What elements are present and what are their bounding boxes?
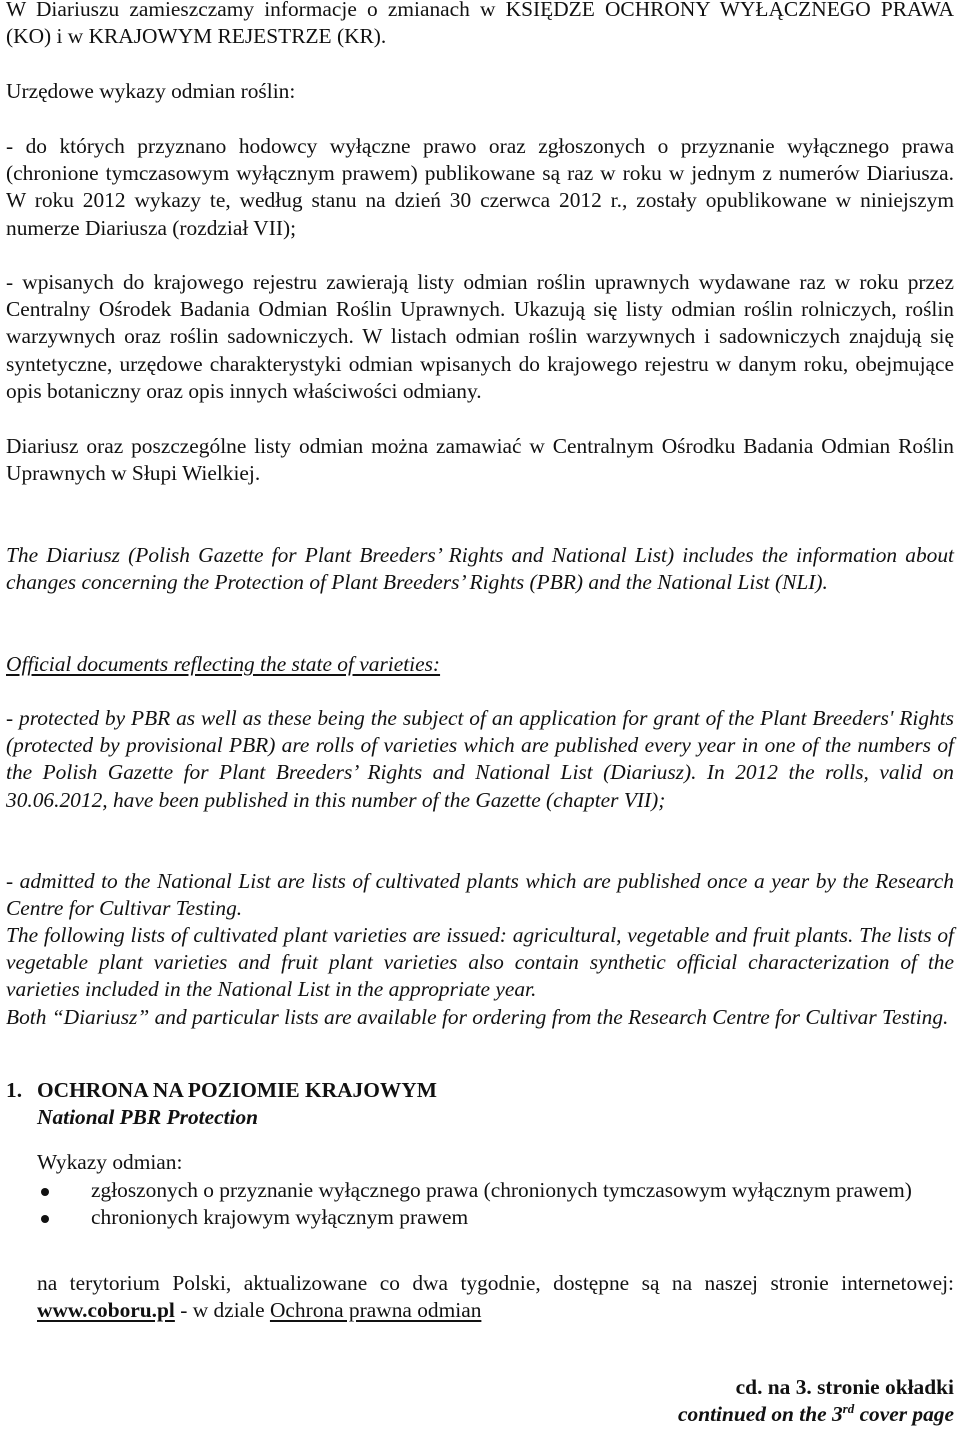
- pl-heading: Urzędowe wykazy odmian roślin:: [6, 79, 296, 103]
- section-title-en: National PBR Protection: [37, 1105, 259, 1130]
- section-after-text: [37, 1270, 954, 1324]
- section-heading: [6, 1077, 954, 1131]
- pl-item-protected: - do których przyznano hodowcy wyłączne prawo oraz zgłoszonych o przyznanie wyłącznego prawa (chronione tymczasowym wyłącznym prawem) publikowane są raz w roku w jednym z numerów Diariusza. W roku 2012 wykazy te, według stanu na dzień 30 czerwca 2012 r., zostały opublikowane w niniejszym numerze Diariusza (rozdział VII);: [6, 134, 954, 240]
- footer-note: [678, 1374, 954, 1428]
- bullet-icon: [41, 1215, 49, 1223]
- section-number: 1.: [6, 1078, 23, 1102]
- bullet-item: [37, 1204, 954, 1231]
- link-separator: - w dziale: [180, 1298, 265, 1323]
- section-title-pl: OCHRONA NA POZIOMIE KRAJOWYM: [37, 1078, 437, 1102]
- footer-en-post: cover page: [854, 1402, 954, 1427]
- bullet-text: chronionych krajowym wyłącznym prawem: [91, 1205, 469, 1230]
- footer-en-pre: continued on the 3: [678, 1402, 843, 1427]
- pl-item-national-list: - wpisanych do krajowego rejestru zawierają listy odmian roślin uprawnych wydawane raz w roku przez Centralny Ośrodek Badania Odmian Roślin Uprawnych. Ukazują się listy odmian roślin rolniczych, roślin warzywnych oraz roślin sadowniczych. W listach odmian roślin warzywnych i sadowniczych znajdują się syntetyczne, urzędowe charakterystyki odmian wpisanych do krajowego rejestru w danym roku, obejmujące opis botaniczny oraz opis innych właściwości odmiany.: [6, 270, 954, 403]
- footer-continued-en: [678, 1401, 954, 1428]
- pl-intro: W Diariuszu zamieszczamy informacje o zmianach w KSIĘDZE OCHRONY WYŁĄCZNEGO PRAWA (KO) i w KRAJOWYM REJESTRZE (KR).: [6, 0, 954, 49]
- coboru-link[interactable]: www.coboru.pl: [37, 1298, 175, 1323]
- en-intro: The Diariusz (Polish Gazette for Plant Breeders’ Rights and National List) includes the information about changes concerning the Protection of Plant Breeders’ Rights (PBR) and the National List (NLI).: [6, 543, 954, 595]
- bullet-list: [37, 1177, 954, 1231]
- after-text: na terytorium Polski, aktualizowane co dwa tygodnie, dostępne są na naszej stronie internetowej:: [37, 1271, 954, 1295]
- en-lists-issued: The following lists of cultivated plant varieties are issued: agricultural, vegetable and fruit plants. The lists of vegetable plant varieties and fruit plant varieties also contain synthetic official characterization of the varieties included in the National List in the appropriate year.: [6, 923, 954, 1002]
- footer-en-sup: rd: [842, 1401, 855, 1417]
- section-link[interactable]: Ochrona prawna odmian: [269, 1298, 482, 1323]
- section-lead: Wykazy odmian:: [37, 1150, 183, 1174]
- pl-order-info: Diariusz oraz poszczególne listy odmian można zamawiać w Centralnym Ośrodku Badania Odmian Roślin Uprawnych w Słupi Wielkiej.: [6, 434, 954, 486]
- footer-continued-pl: cd. na 3. stronie okładki: [735, 1375, 954, 1399]
- bullet-text: zgłoszonych o przyznanie wyłącznego prawa (chronionych tymczasowym wyłącznym prawem): [91, 1178, 912, 1202]
- en-heading: Official documents reflecting the state of varieties:: [6, 652, 441, 676]
- bullet-icon: [41, 1188, 49, 1196]
- en-item-national-list: - admitted to the National List are lists of cultivated plants which are published once a year by the Research Centre for Cultivar Testing.: [6, 869, 954, 921]
- bullet-item: [37, 1177, 954, 1204]
- en-order-info: Both “Diariusz” and particular lists are available for ordering from the Research Centre for Cultivar Testing.: [6, 1005, 949, 1029]
- en-item-protected: - protected by PBR as well as these being the subject of an application for grant of the Plant Breeders' Rights (protected by provisional PBR) are rolls of varieties which are published every year in one of the numbers of the Polish Gazette for Plant Breeders’ Rights and National List (Diariusz). In 2012 the rolls, valid on 30.06.2012, have been published in this number of the Gazette (chapter VII);: [6, 706, 954, 812]
